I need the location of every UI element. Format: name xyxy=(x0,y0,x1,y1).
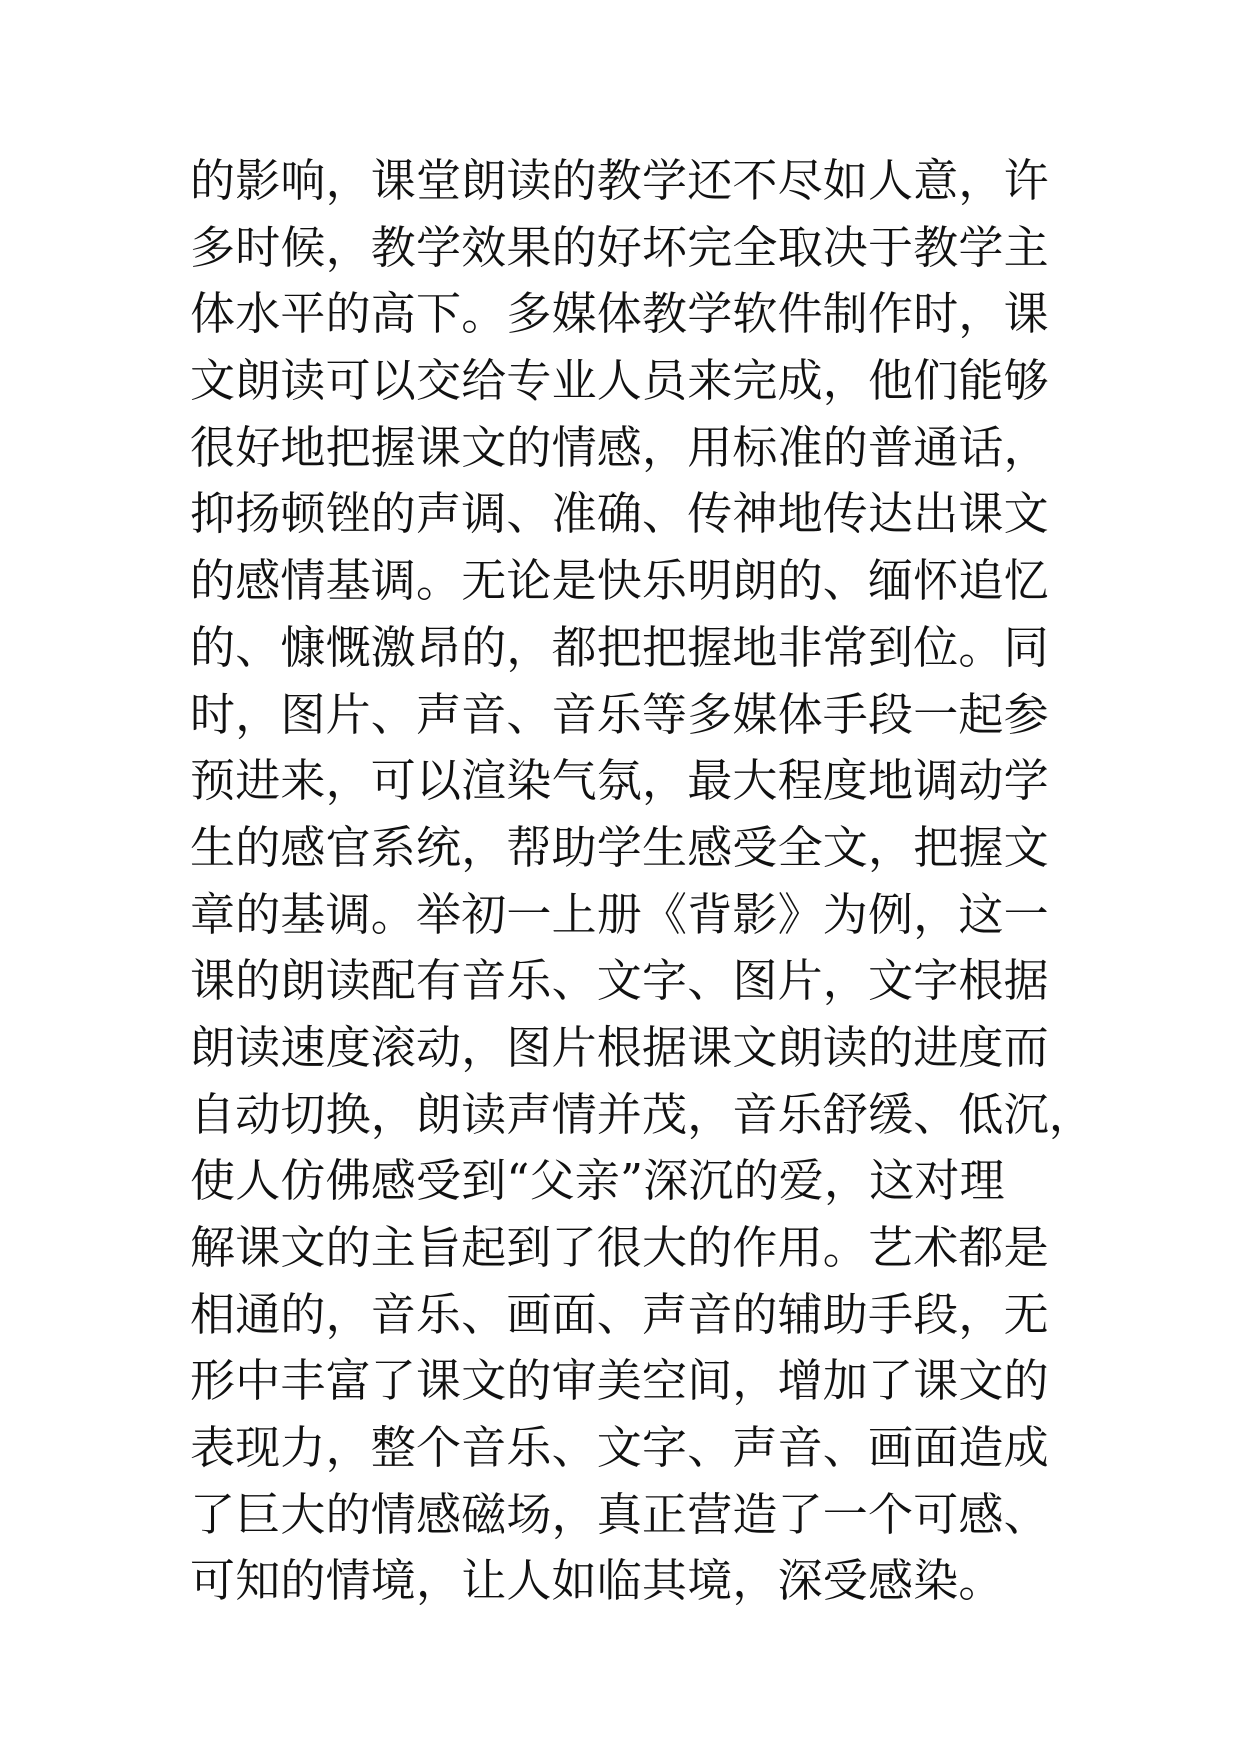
text-line: 章的基调。举初一上册《背影》为例，这一 xyxy=(190,887,1049,941)
text-line: 体水平的高下。多媒体教学软件制作时，课 xyxy=(190,287,1049,341)
text-line: 多时候，教学效果的好坏完全取决于教学主 xyxy=(190,220,1049,274)
text-line: 课的朗读配有音乐、文字、图片，文字根据 xyxy=(190,954,1049,1008)
text-line: 抑扬顿锉的声调、准确、传神地传达出课文 xyxy=(190,487,1049,541)
text-line: 了巨大的情感磁场，真正营造了一个可感、 xyxy=(190,1487,1049,1541)
text-line: 相通的，音乐、画面、声音的辅助手段，无 xyxy=(190,1287,1049,1341)
text-line: 朗读速度滚动，图片根据课文朗读的进度而 xyxy=(190,1020,1049,1074)
text-line: 的感情基调。无论是快乐明朗的、缅怀追忆 xyxy=(190,554,1049,608)
text-line: 时，图片、声音、音乐等多媒体手段一起参 xyxy=(190,687,1049,741)
text-line: 很好地把握课文的情感，用标准的普通话， xyxy=(190,420,1049,474)
text-line: 表现力，整个音乐、文字、声音、画面造成 xyxy=(190,1421,1049,1475)
text-line: 自动切换，朗读声情并茂，音乐舒缓、低沉， xyxy=(190,1087,1095,1141)
text-line: 使人仿佛感受到“父亲”深沉的爱，这对理 xyxy=(190,1154,1005,1208)
text-line: 可知的情境，让人如临其境，深受感染。 xyxy=(190,1554,1004,1608)
text-line: 解课文的主旨起到了很大的作用。艺术都是 xyxy=(190,1221,1049,1274)
body-paragraph xyxy=(190,148,1095,1615)
text-line: 的、慷慨激昂的，都把把握地非常到位。同 xyxy=(190,620,1049,674)
text-line: 形中丰富了课文的审美空间，增加了课文的 xyxy=(190,1354,1049,1408)
text-line: 生的感官系统，帮助学生感受全文，把握文 xyxy=(190,820,1049,874)
text-line: 的影响，课堂朗读的教学还不尽如人意，许 xyxy=(190,154,1049,207)
text-line: 预进来，可以渲染气氛，最大程度地调动学 xyxy=(190,754,1049,808)
text-line: 文朗读可以交给专业人员来完成，他们能够 xyxy=(190,354,1049,408)
